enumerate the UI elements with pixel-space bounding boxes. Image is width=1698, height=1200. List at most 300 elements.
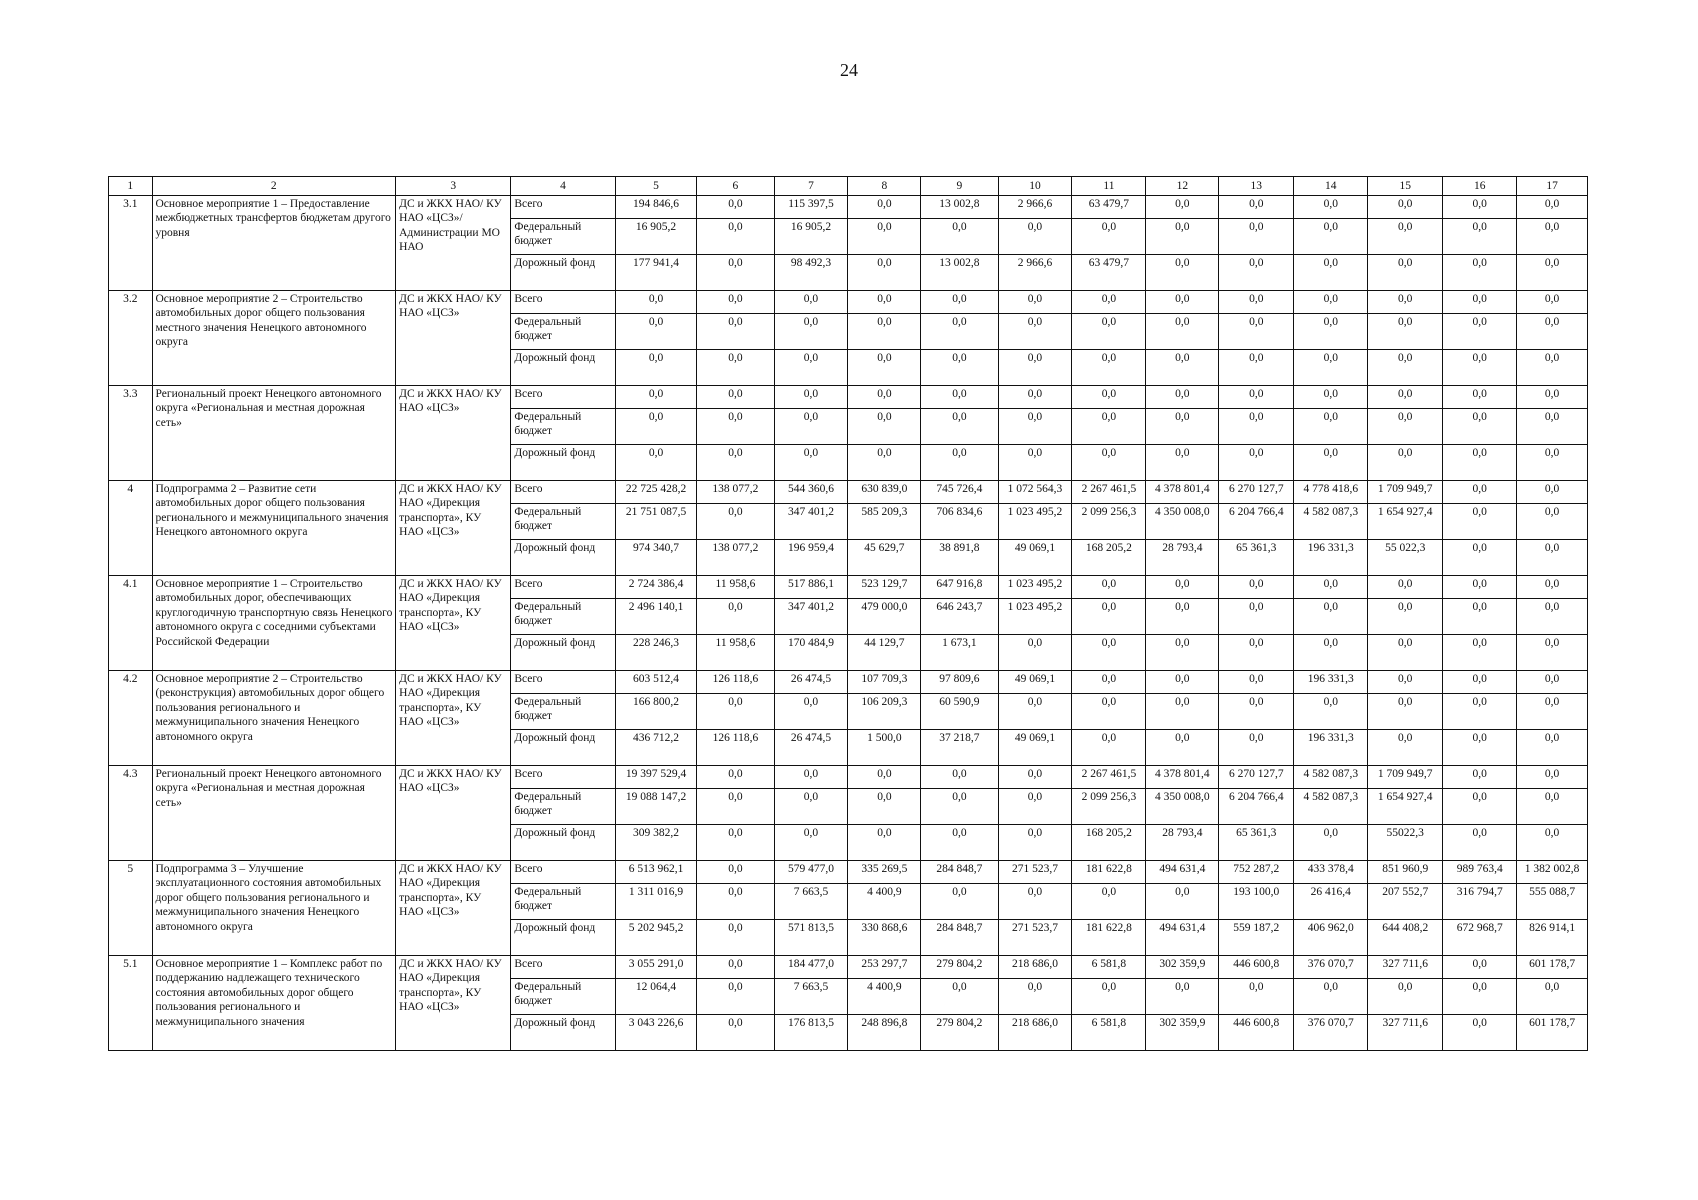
value-cell: 302 359,9 xyxy=(1146,956,1219,979)
value-cell: 28 793,4 xyxy=(1146,825,1219,861)
funding-source-cell: Всего xyxy=(511,386,615,409)
value-cell: 330 868,6 xyxy=(848,920,921,956)
value-cell: 0,0 xyxy=(1294,694,1368,730)
funding-source-cell: Дорожный фонд xyxy=(511,825,615,861)
value-cell: 7 663,5 xyxy=(774,884,848,920)
value-cell: 327 711,6 xyxy=(1368,956,1443,979)
value-cell: 16 905,2 xyxy=(774,219,848,255)
value-cell: 446 600,8 xyxy=(1219,956,1294,979)
item-number-cell: 3.2 xyxy=(109,291,153,386)
table-row xyxy=(109,861,1588,884)
value-cell: 433 378,4 xyxy=(1294,861,1368,884)
funding-source-cell: Дорожный фонд xyxy=(511,255,615,291)
table-row xyxy=(109,386,1588,409)
value-cell: 0,0 xyxy=(1368,219,1443,255)
value-cell: 0,0 xyxy=(1517,766,1588,789)
value-cell: 12 064,4 xyxy=(615,979,697,1015)
value-cell: 0,0 xyxy=(1294,635,1368,671)
value-cell: 11 958,6 xyxy=(697,635,774,671)
value-cell: 376 070,7 xyxy=(1294,956,1368,979)
value-cell: 0,0 xyxy=(1146,979,1219,1015)
value-cell: 0,0 xyxy=(998,789,1072,825)
value-cell: 0,0 xyxy=(1517,196,1588,219)
value-cell: 0,0 xyxy=(1072,884,1146,920)
value-cell: 585 209,3 xyxy=(848,504,921,540)
value-cell: 0,0 xyxy=(1443,789,1517,825)
item-number-cell: 3.1 xyxy=(109,196,153,291)
value-cell: 0,0 xyxy=(774,386,848,409)
value-cell: 0,0 xyxy=(697,861,774,884)
value-cell: 7 663,5 xyxy=(774,979,848,1015)
funding-source-cell: Дорожный фонд xyxy=(511,1015,615,1051)
value-cell: 0,0 xyxy=(1368,599,1443,635)
value-cell: 347 401,2 xyxy=(774,599,848,635)
value-cell: 406 962,0 xyxy=(1294,920,1368,956)
value-cell: 0,0 xyxy=(1072,599,1146,635)
value-cell: 6 270 127,7 xyxy=(1219,481,1294,504)
value-cell: 0,0 xyxy=(615,445,697,481)
value-cell: 0,0 xyxy=(998,409,1072,445)
value-cell: 0,0 xyxy=(1517,576,1588,599)
funding-source-cell: Дорожный фонд xyxy=(511,350,615,386)
budget-table xyxy=(108,176,1588,1051)
value-cell: 38 891,8 xyxy=(921,540,998,576)
column-number-cell: 9 xyxy=(921,177,998,196)
value-cell: 4 378 801,4 xyxy=(1146,766,1219,789)
value-cell: 0,0 xyxy=(1443,255,1517,291)
value-cell: 0,0 xyxy=(774,694,848,730)
value-cell: 0,0 xyxy=(1368,730,1443,766)
item-number-cell: 5 xyxy=(109,861,153,956)
value-cell: 6 581,8 xyxy=(1072,1015,1146,1051)
value-cell: 1 023 495,2 xyxy=(998,576,1072,599)
item-name-cell: Основное мероприятие 1 – Комплекс работ по поддержанию надлежащего технического состояния автомобильных дорог общего пользования регионального и межмуниципального значения xyxy=(152,956,396,1051)
value-cell: 494 631,4 xyxy=(1146,920,1219,956)
value-cell: 0,0 xyxy=(998,291,1072,314)
table-row xyxy=(109,956,1588,979)
value-cell: 0,0 xyxy=(1294,291,1368,314)
value-cell: 0,0 xyxy=(1517,671,1588,694)
value-cell: 555 088,7 xyxy=(1517,884,1588,920)
value-cell: 26 474,5 xyxy=(774,730,848,766)
value-cell: 0,0 xyxy=(1517,694,1588,730)
value-cell: 1 654 927,4 xyxy=(1368,789,1443,825)
column-number-cell: 13 xyxy=(1219,177,1294,196)
value-cell: 644 408,2 xyxy=(1368,920,1443,956)
value-cell: 0,0 xyxy=(1517,825,1588,861)
item-number-cell: 4.3 xyxy=(109,766,153,861)
funding-source-cell: Дорожный фонд xyxy=(511,540,615,576)
value-cell: 0,0 xyxy=(848,766,921,789)
table-row xyxy=(109,766,1588,789)
column-number-cell: 5 xyxy=(615,177,697,196)
value-cell: 0,0 xyxy=(1219,291,1294,314)
value-cell: 207 552,7 xyxy=(1368,884,1443,920)
value-cell: 6 513 962,1 xyxy=(615,861,697,884)
funding-source-cell: Дорожный фонд xyxy=(511,445,615,481)
value-cell: 603 512,4 xyxy=(615,671,697,694)
value-cell: 0,0 xyxy=(1219,409,1294,445)
value-cell: 0,0 xyxy=(615,291,697,314)
value-cell: 0,0 xyxy=(1517,350,1588,386)
value-cell: 0,0 xyxy=(1443,730,1517,766)
value-cell: 672 968,7 xyxy=(1443,920,1517,956)
value-cell: 44 129,7 xyxy=(848,635,921,671)
value-cell: 544 360,6 xyxy=(774,481,848,504)
value-cell: 479 000,0 xyxy=(848,599,921,635)
value-cell: 13 002,8 xyxy=(921,255,998,291)
value-cell: 0,0 xyxy=(774,825,848,861)
value-cell: 49 069,1 xyxy=(998,671,1072,694)
column-number-cell: 12 xyxy=(1146,177,1219,196)
value-cell: 228 246,3 xyxy=(615,635,697,671)
value-cell: 181 622,8 xyxy=(1072,920,1146,956)
item-name-cell: Региональный проект Ненецкого автономного округа «Региональная и местная дорожная сеть» xyxy=(152,386,396,481)
value-cell: 0,0 xyxy=(1146,730,1219,766)
funding-source-cell: Дорожный фонд xyxy=(511,920,615,956)
value-cell: 0,0 xyxy=(697,386,774,409)
funding-source-cell: Всего xyxy=(511,196,615,219)
value-cell: 0,0 xyxy=(921,884,998,920)
value-cell: 0,0 xyxy=(1443,540,1517,576)
value-cell: 851 960,9 xyxy=(1368,861,1443,884)
value-cell: 0,0 xyxy=(774,314,848,350)
value-cell: 271 523,7 xyxy=(998,861,1072,884)
value-cell: 0,0 xyxy=(697,979,774,1015)
value-cell: 0,0 xyxy=(998,219,1072,255)
value-cell: 0,0 xyxy=(848,386,921,409)
funding-source-cell: Дорожный фонд xyxy=(511,730,615,766)
value-cell: 0,0 xyxy=(615,386,697,409)
value-cell: 0,0 xyxy=(1368,445,1443,481)
table-row xyxy=(109,291,1588,314)
table-row xyxy=(109,481,1588,504)
value-cell: 4 400,9 xyxy=(848,884,921,920)
value-cell: 4 778 418,6 xyxy=(1294,481,1368,504)
value-cell: 138 077,2 xyxy=(697,481,774,504)
value-cell: 0,0 xyxy=(1072,671,1146,694)
value-cell: 248 896,8 xyxy=(848,1015,921,1051)
value-cell: 0,0 xyxy=(998,386,1072,409)
value-cell: 0,0 xyxy=(1443,576,1517,599)
value-cell: 0,0 xyxy=(1368,576,1443,599)
value-cell: 0,0 xyxy=(1294,219,1368,255)
responsible-cell: ДС и ЖКХ НАО/ КУ НАО «Дирекция транспорта», КУ НАО «ЦСЗ» xyxy=(396,481,511,576)
value-cell: 0,0 xyxy=(998,884,1072,920)
value-cell: 115 397,5 xyxy=(774,196,848,219)
value-cell: 0,0 xyxy=(697,255,774,291)
value-cell: 0,0 xyxy=(1517,540,1588,576)
value-cell: 0,0 xyxy=(1072,445,1146,481)
value-cell: 0,0 xyxy=(848,350,921,386)
value-cell: 0,0 xyxy=(1443,445,1517,481)
value-cell: 335 269,5 xyxy=(848,861,921,884)
value-cell: 0,0 xyxy=(1294,350,1368,386)
column-number-row xyxy=(109,177,1588,196)
value-cell: 0,0 xyxy=(1072,409,1146,445)
value-cell: 0,0 xyxy=(697,219,774,255)
value-cell: 0,0 xyxy=(1517,481,1588,504)
value-cell: 0,0 xyxy=(921,409,998,445)
value-cell: 826 914,1 xyxy=(1517,920,1588,956)
value-cell: 97 809,6 xyxy=(921,671,998,694)
table-body xyxy=(109,177,1588,1051)
item-number-cell: 4.2 xyxy=(109,671,153,766)
value-cell: 0,0 xyxy=(921,314,998,350)
value-cell: 13 002,8 xyxy=(921,196,998,219)
value-cell: 0,0 xyxy=(1072,979,1146,1015)
value-cell: 0,0 xyxy=(615,350,697,386)
value-cell: 176 813,5 xyxy=(774,1015,848,1051)
value-cell: 0,0 xyxy=(1072,219,1146,255)
value-cell: 196 331,3 xyxy=(1294,671,1368,694)
value-cell: 5 202 945,2 xyxy=(615,920,697,956)
value-cell: 0,0 xyxy=(848,219,921,255)
value-cell: 4 378 801,4 xyxy=(1146,481,1219,504)
value-cell: 0,0 xyxy=(1072,635,1146,671)
value-cell: 0,0 xyxy=(1368,694,1443,730)
value-cell: 0,0 xyxy=(998,635,1072,671)
value-cell: 0,0 xyxy=(1219,255,1294,291)
funding-source-cell: Федеральный бюджет xyxy=(511,884,615,920)
value-cell: 1 311 016,9 xyxy=(615,884,697,920)
item-number-cell: 4.1 xyxy=(109,576,153,671)
value-cell: 0,0 xyxy=(921,291,998,314)
value-cell: 0,0 xyxy=(697,920,774,956)
value-cell: 0,0 xyxy=(1443,196,1517,219)
value-cell: 0,0 xyxy=(697,350,774,386)
value-cell: 1 023 495,2 xyxy=(998,599,1072,635)
value-cell: 26 474,5 xyxy=(774,671,848,694)
value-cell: 0,0 xyxy=(1146,445,1219,481)
value-cell: 0,0 xyxy=(697,504,774,540)
value-cell: 523 129,7 xyxy=(848,576,921,599)
value-cell: 559 187,2 xyxy=(1219,920,1294,956)
value-cell: 0,0 xyxy=(1072,730,1146,766)
value-cell: 0,0 xyxy=(1072,314,1146,350)
value-cell: 196 331,3 xyxy=(1294,540,1368,576)
value-cell: 0,0 xyxy=(1443,504,1517,540)
value-cell: 196 331,3 xyxy=(1294,730,1368,766)
value-cell: 0,0 xyxy=(1219,386,1294,409)
value-cell: 0,0 xyxy=(774,445,848,481)
value-cell: 0,0 xyxy=(1368,196,1443,219)
responsible-cell: ДС и ЖКХ НАО/ КУ НАО «ЦСЗ»/ Администрации МО НАО xyxy=(396,196,511,291)
value-cell: 0,0 xyxy=(1443,481,1517,504)
value-cell: 1 673,1 xyxy=(921,635,998,671)
value-cell: 0,0 xyxy=(1517,789,1588,825)
column-number-cell: 3 xyxy=(396,177,511,196)
value-cell: 0,0 xyxy=(774,409,848,445)
funding-source-cell: Федеральный бюджет xyxy=(511,789,615,825)
value-cell: 0,0 xyxy=(1443,599,1517,635)
value-cell: 253 297,7 xyxy=(848,956,921,979)
value-cell: 646 243,7 xyxy=(921,599,998,635)
value-cell: 177 941,4 xyxy=(615,255,697,291)
value-cell: 284 848,7 xyxy=(921,920,998,956)
value-cell: 4 582 087,3 xyxy=(1294,789,1368,825)
value-cell: 579 477,0 xyxy=(774,861,848,884)
value-cell: 6 270 127,7 xyxy=(1219,766,1294,789)
value-cell: 0,0 xyxy=(1294,979,1368,1015)
value-cell: 166 800,2 xyxy=(615,694,697,730)
value-cell: 0,0 xyxy=(1219,445,1294,481)
item-name-cell: Основное мероприятие 1 – Предоставление межбюджетных трансфертов бюджетам другого уровня xyxy=(152,196,396,291)
value-cell: 0,0 xyxy=(921,219,998,255)
value-cell: 0,0 xyxy=(1219,219,1294,255)
value-cell: 0,0 xyxy=(1517,979,1588,1015)
value-cell: 0,0 xyxy=(1443,219,1517,255)
value-cell: 0,0 xyxy=(1443,825,1517,861)
responsible-cell: ДС и ЖКХ НАО/ КУ НАО «Дирекция транспорта», КУ НАО «ЦСЗ» xyxy=(396,956,511,1051)
value-cell: 55 022,3 xyxy=(1368,540,1443,576)
value-cell: 0,0 xyxy=(848,445,921,481)
value-cell: 0,0 xyxy=(998,314,1072,350)
value-cell: 0,0 xyxy=(1294,255,1368,291)
value-cell: 6 204 766,4 xyxy=(1219,789,1294,825)
value-cell: 0,0 xyxy=(1146,291,1219,314)
value-cell: 0,0 xyxy=(774,766,848,789)
value-cell: 0,0 xyxy=(848,255,921,291)
value-cell: 0,0 xyxy=(1146,196,1219,219)
value-cell: 0,0 xyxy=(1072,291,1146,314)
value-cell: 0,0 xyxy=(697,445,774,481)
value-cell: 0,0 xyxy=(1517,445,1588,481)
value-cell: 106 209,3 xyxy=(848,694,921,730)
value-cell: 2 496 140,1 xyxy=(615,599,697,635)
column-number-cell: 6 xyxy=(697,177,774,196)
value-cell: 0,0 xyxy=(1294,445,1368,481)
funding-source-cell: Всего xyxy=(511,291,615,314)
value-cell: 0,0 xyxy=(697,599,774,635)
value-cell: 279 804,2 xyxy=(921,956,998,979)
value-cell: 218 686,0 xyxy=(998,1015,1072,1051)
value-cell: 0,0 xyxy=(1294,599,1368,635)
budget-table-wrapper xyxy=(108,176,1588,1051)
value-cell: 0,0 xyxy=(1368,635,1443,671)
value-cell: 279 804,2 xyxy=(921,1015,998,1051)
value-cell: 0,0 xyxy=(998,979,1072,1015)
value-cell: 193 100,0 xyxy=(1219,884,1294,920)
value-cell: 752 287,2 xyxy=(1219,861,1294,884)
value-cell: 0,0 xyxy=(615,314,697,350)
value-cell: 0,0 xyxy=(1517,409,1588,445)
value-cell: 0,0 xyxy=(998,766,1072,789)
funding-source-cell: Всего xyxy=(511,671,615,694)
value-cell: 138 077,2 xyxy=(697,540,774,576)
value-cell: 0,0 xyxy=(1219,635,1294,671)
value-cell: 0,0 xyxy=(1517,255,1588,291)
value-cell: 45 629,7 xyxy=(848,540,921,576)
value-cell: 0,0 xyxy=(1443,350,1517,386)
responsible-cell: ДС и ЖКХ НАО/ КУ НАО «ЦСЗ» xyxy=(396,291,511,386)
value-cell: 0,0 xyxy=(921,766,998,789)
value-cell: 98 492,3 xyxy=(774,255,848,291)
value-cell: 168 205,2 xyxy=(1072,825,1146,861)
value-cell: 19 088 147,2 xyxy=(615,789,697,825)
value-cell: 0,0 xyxy=(1368,314,1443,350)
value-cell: 0,0 xyxy=(1146,219,1219,255)
value-cell: 0,0 xyxy=(998,694,1072,730)
value-cell: 0,0 xyxy=(998,445,1072,481)
value-cell: 706 834,6 xyxy=(921,504,998,540)
funding-source-cell: Федеральный бюджет xyxy=(511,504,615,540)
value-cell: 0,0 xyxy=(1146,884,1219,920)
value-cell: 0,0 xyxy=(1443,386,1517,409)
funding-source-cell: Дорожный фонд xyxy=(511,635,615,671)
value-cell: 0,0 xyxy=(848,825,921,861)
value-cell: 184 477,0 xyxy=(774,956,848,979)
column-number-cell: 7 xyxy=(774,177,848,196)
value-cell: 0,0 xyxy=(1443,635,1517,671)
value-cell: 0,0 xyxy=(921,979,998,1015)
value-cell: 284 848,7 xyxy=(921,861,998,884)
value-cell: 0,0 xyxy=(697,291,774,314)
value-cell: 4 582 087,3 xyxy=(1294,766,1368,789)
value-cell: 0,0 xyxy=(1443,671,1517,694)
value-cell: 0,0 xyxy=(697,884,774,920)
value-cell: 0,0 xyxy=(1219,694,1294,730)
value-cell: 0,0 xyxy=(848,196,921,219)
value-cell: 327 711,6 xyxy=(1368,1015,1443,1051)
funding-source-cell: Федеральный бюджет xyxy=(511,409,615,445)
value-cell: 0,0 xyxy=(1294,409,1368,445)
value-cell: 126 118,6 xyxy=(697,730,774,766)
column-number-cell: 8 xyxy=(848,177,921,196)
item-name-cell: Основное мероприятие 2 – Строительство (реконструкция) автомобильных дорог общего пользования регионального и межмуниципального значения Ненецкого автономного округа xyxy=(152,671,396,766)
value-cell: 974 340,7 xyxy=(615,540,697,576)
value-cell: 0,0 xyxy=(1146,694,1219,730)
value-cell: 0,0 xyxy=(1517,635,1588,671)
value-cell: 107 709,3 xyxy=(848,671,921,694)
value-cell: 0,0 xyxy=(615,409,697,445)
funding-source-cell: Федеральный бюджет xyxy=(511,694,615,730)
funding-source-cell: Всего xyxy=(511,576,615,599)
table-row xyxy=(109,196,1588,219)
item-number-cell: 4 xyxy=(109,481,153,576)
value-cell: 494 631,4 xyxy=(1146,861,1219,884)
value-cell: 0,0 xyxy=(1146,576,1219,599)
value-cell: 0,0 xyxy=(1443,1015,1517,1051)
value-cell: 1 709 949,7 xyxy=(1368,481,1443,504)
value-cell: 21 751 087,5 xyxy=(615,504,697,540)
value-cell: 0,0 xyxy=(1294,576,1368,599)
value-cell: 2 267 461,5 xyxy=(1072,766,1146,789)
value-cell: 0,0 xyxy=(697,314,774,350)
value-cell: 0,0 xyxy=(697,1015,774,1051)
value-cell: 0,0 xyxy=(774,350,848,386)
column-number-cell: 17 xyxy=(1517,177,1588,196)
value-cell: 218 686,0 xyxy=(998,956,1072,979)
column-number-cell: 16 xyxy=(1443,177,1517,196)
value-cell: 0,0 xyxy=(1294,314,1368,350)
value-cell: 517 886,1 xyxy=(774,576,848,599)
value-cell: 0,0 xyxy=(1219,671,1294,694)
value-cell: 0,0 xyxy=(998,825,1072,861)
value-cell: 49 069,1 xyxy=(998,540,1072,576)
value-cell: 16 905,2 xyxy=(615,219,697,255)
item-number-cell: 5.1 xyxy=(109,956,153,1051)
value-cell: 0,0 xyxy=(1443,979,1517,1015)
value-cell: 4 350 008,0 xyxy=(1146,789,1219,825)
value-cell: 194 846,6 xyxy=(615,196,697,219)
table-row xyxy=(109,576,1588,599)
value-cell: 601 178,7 xyxy=(1517,1015,1588,1051)
value-cell: 347 401,2 xyxy=(774,504,848,540)
value-cell: 196 959,4 xyxy=(774,540,848,576)
responsible-cell: ДС и ЖКХ НАО/ КУ НАО «Дирекция транспорта», КУ НАО «ЦСЗ» xyxy=(396,576,511,671)
value-cell: 0,0 xyxy=(1517,504,1588,540)
